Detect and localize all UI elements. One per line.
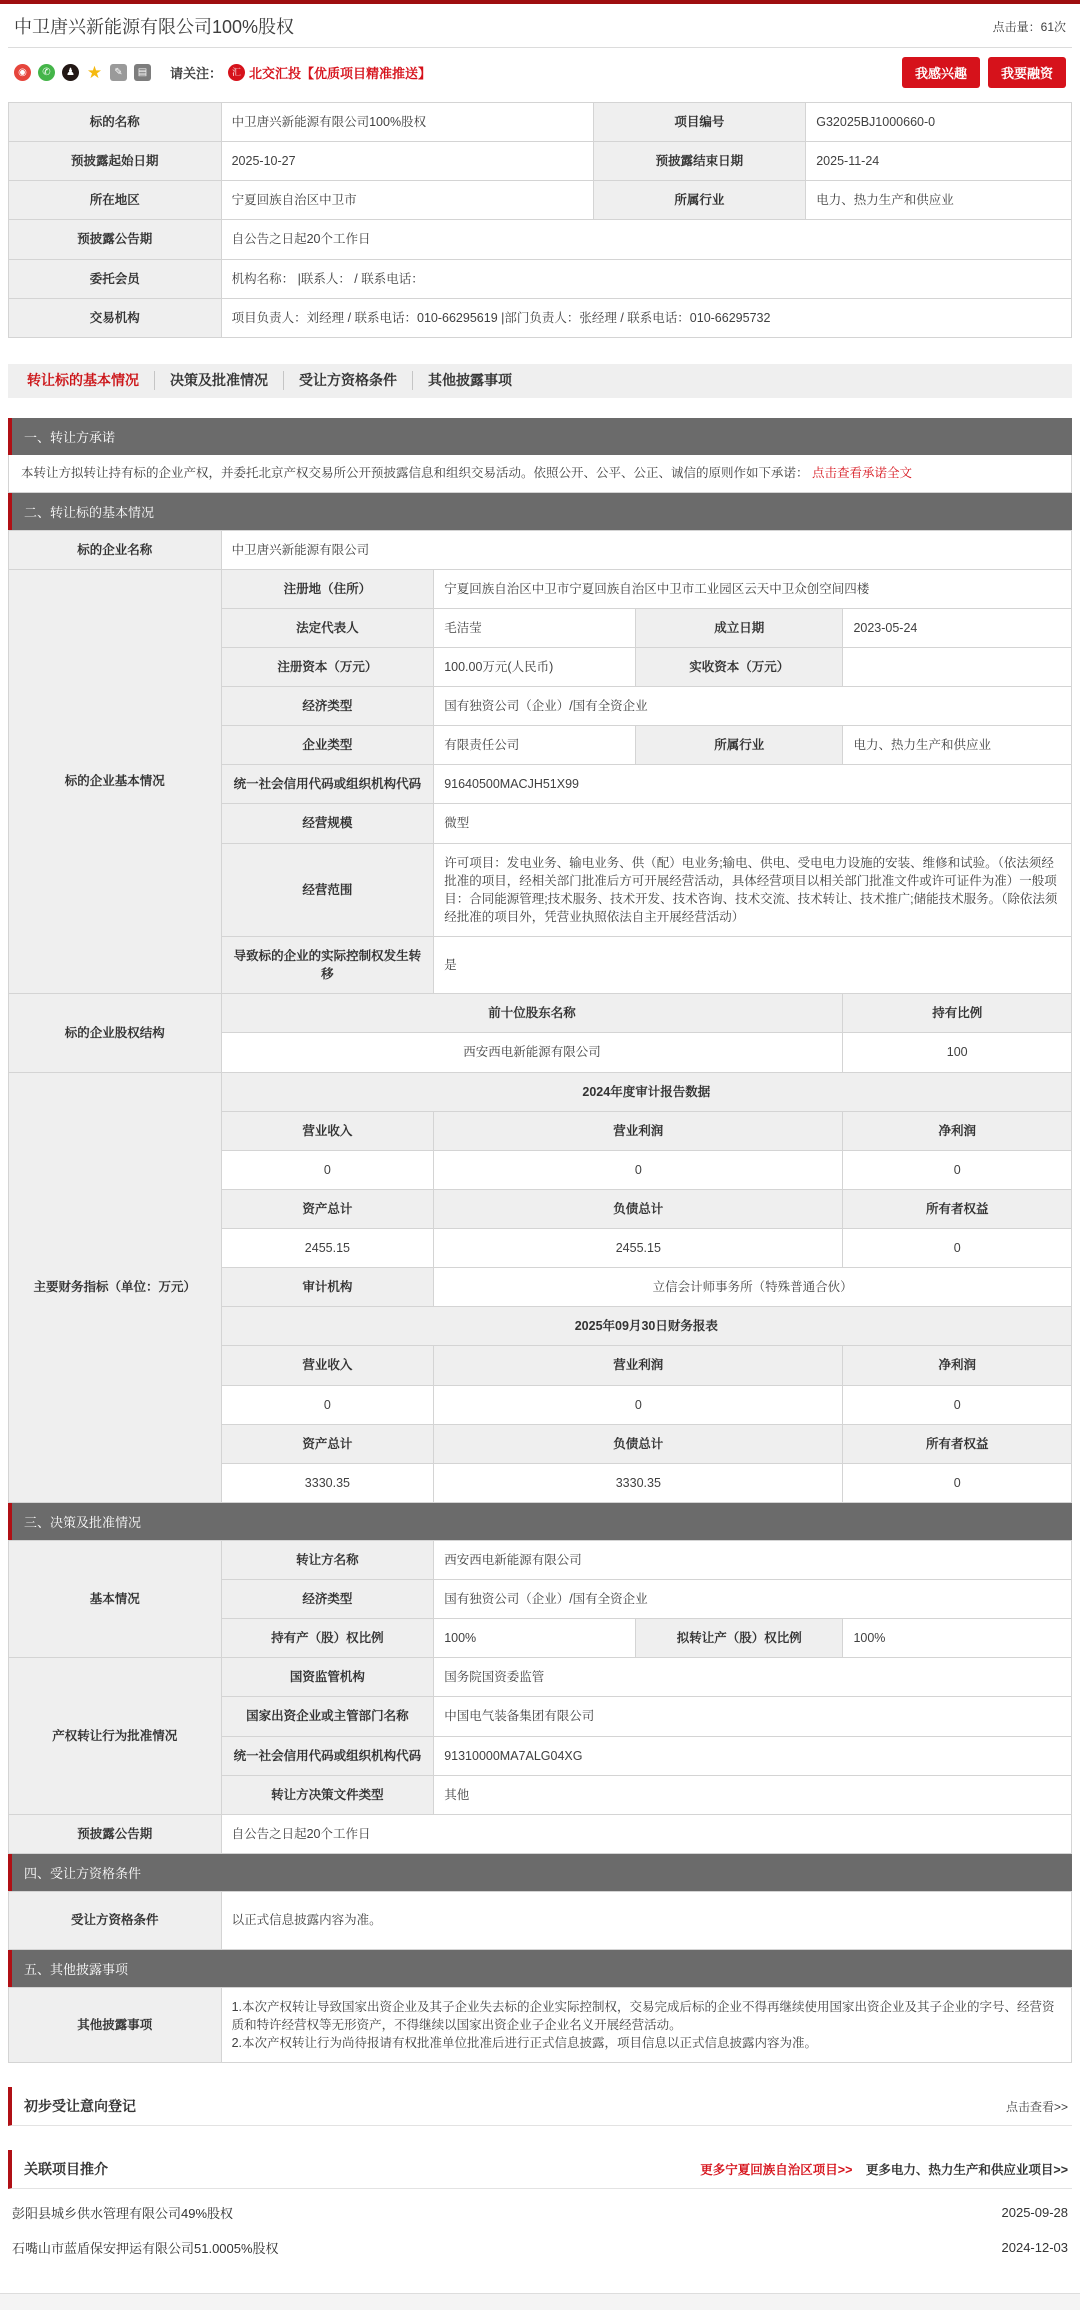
owners-equity-2025: 0 <box>843 1463 1072 1502</box>
table-row <box>9 1987 1072 2062</box>
industry-value: 电力、热力生产和供应业 <box>806 181 1072 220</box>
table-row <box>9 220 1072 259</box>
subject-name-value: 中卫唐兴新能源有限公司100%股权 <box>221 103 593 142</box>
trading-agency-value: 项目负责人：刘经理 / 联系电话：010-66295619 |部门负责人：张经理 / 联系电话：010-66295732 <box>221 298 1071 337</box>
control-transfer-value: 是 <box>434 937 1072 994</box>
report-2024-title: 2024年度审计报告数据 <box>221 1072 1071 1111</box>
approval-group-label: 产权转让行为批准情况 <box>9 1658 222 1815</box>
total-liabilities-2025: 3330.35 <box>434 1463 843 1502</box>
header-buttons <box>894 57 1066 88</box>
related-projects-title: 关联项目推介 <box>24 2161 108 2178</box>
control-transfer-label: 导致标的企业的实际控制权发生转移 <box>221 937 434 994</box>
total-liabilities-2024: 2455.15 <box>434 1229 843 1268</box>
enterprise-industry-value: 电力、热力生产和供应业 <box>843 726 1072 765</box>
favorite-star-icon[interactable] <box>86 64 103 81</box>
predisclosure-end-label: 预披露结束日期 <box>593 142 806 181</box>
intent-registration-view-link[interactable]: 点击查看>> <box>1005 2099 1068 2114</box>
business-scale-value: 微型 <box>434 804 1072 843</box>
intent-registration-block <box>8 2087 1072 2126</box>
table-row <box>9 1891 1072 1949</box>
industry-label: 所属行业 <box>593 181 806 220</box>
credit-code-value: 91640500MACJH51X99 <box>434 765 1072 804</box>
total-liabilities-header-2025: 负债总计 <box>434 1424 843 1463</box>
hit-counter <box>993 18 1066 35</box>
tab-bar <box>8 364 1072 398</box>
registered-address-label: 注册地（住所） <box>221 569 434 608</box>
hit-counter-value: 61次 <box>1040 19 1066 34</box>
transfer-ratio-value: 100% <box>843 1619 1072 1658</box>
bjhy-logo-icon <box>228 64 245 81</box>
summary-table <box>8 102 1072 338</box>
transferor-credit-code-label: 统一社会信用代码或组织机构代码 <box>221 1736 434 1775</box>
top-shareholders-header: 前十位股东名称 <box>221 994 843 1033</box>
related-project-date: 2025-09-28 <box>1001 2205 1068 2221</box>
target-enterprise-table <box>8 530 1072 1503</box>
operating-profit-2024: 0 <box>434 1150 843 1189</box>
registered-capital-label: 注册资本（万元） <box>221 647 434 686</box>
decision-notice-period-label: 预披露公告期 <box>9 1814 222 1853</box>
decision-approval-table <box>8 1540 1072 1854</box>
share-toolbar <box>8 48 1072 96</box>
list-item <box>10 2195 1070 2230</box>
audit-firm-label: 审计机构 <box>221 1268 434 1307</box>
section-title-decision: 三、决策及批准情况 <box>8 1503 1072 1540</box>
qq-icon[interactable] <box>62 64 79 81</box>
registered-capital-value: 100.00万元(人民币) <box>434 647 636 686</box>
table-row <box>9 181 1072 220</box>
operating-profit-2025: 0 <box>434 1385 843 1424</box>
revenue-header-2024: 营业收入 <box>221 1111 434 1150</box>
tab-basic-info[interactable]: 转让标的基本情况 <box>27 372 139 389</box>
related-project-date: 2024-12-03 <box>1001 2240 1068 2256</box>
other-disclosure-line2: 2.本次产权转让行为尚待报请有权批准单位批准后进行正式信息披露，项目信息以正式信息披露内容为准。 <box>231 2036 818 2051</box>
decision-basic-group-label: 基本情况 <box>9 1540 222 1657</box>
holding-ratio-label: 持有产（股）权比例 <box>221 1619 434 1658</box>
page-title: 中卫唐兴新能源有限公司100%股权 <box>14 17 295 37</box>
table-row <box>9 103 1072 142</box>
decision-notice-period-value: 自公告之日起20个工作日 <box>221 1814 1071 1853</box>
financial-indicators-group-label: 主要财务指标（单位：万元） <box>9 1072 222 1502</box>
entrusted-member-value: 机构名称： |联系人： / 联系电话： <box>221 259 1071 298</box>
qualification-value: 以正式信息披露内容为准。 <box>221 1891 1071 1949</box>
table-row <box>9 142 1072 181</box>
total-assets-2024: 2455.15 <box>221 1229 434 1268</box>
table-row <box>9 530 1072 569</box>
holding-ratio-header: 持有比例 <box>843 994 1072 1033</box>
notice-period-label: 预披露公告期 <box>9 220 222 259</box>
related-projects-list <box>8 2189 1072 2265</box>
holding-ratio-value: 100% <box>434 1619 636 1658</box>
economic-type-value: 国有独资公司（企业）/国有全资企业 <box>434 687 1072 726</box>
wechat-icon[interactable] <box>38 64 55 81</box>
commitment-text: 本转让方拟转让持有标的企业产权，并委托北京产权交易所公开预披露信息和组织交易活动。依照公开、公平、公正、诚信的原则作如下承诺： <box>21 465 809 480</box>
section-title-other: 五、其他披露事项 <box>8 1950 1072 1987</box>
business-scale-label: 经营规模 <box>221 804 434 843</box>
sasac-regulator-value: 国务院国资委监管 <box>434 1658 1072 1697</box>
net-profit-2024: 0 <box>843 1150 1072 1189</box>
equity-structure-group-label: 标的企业股权结构 <box>9 994 222 1072</box>
business-scope-value: 许可项目：发电业务、输电业务、供（配）电业务;输电、供电、受电电力设施的安装、维修和试验。（依法须经批准的项目，经相关部门批准后方可开展经营活动，具体经营项目以相关部门批准文件或许可证件为准）一般项目：合同能源管理;技术服务、技术开发、技术咨询、技术交流、技术转让、技术推广;储能技术服务。（除依法须经批准的项目外，凭营业执照依法自主开展经营活动） <box>434 843 1072 937</box>
report-2025-title: 2025年09月30日财务报表 <box>221 1307 1071 1346</box>
other-disclosure-label: 其他披露事项 <box>9 1987 222 2062</box>
related-more-links <box>690 2160 1068 2178</box>
subject-name-label: 标的名称 <box>9 103 222 142</box>
weibo-icon[interactable] <box>14 64 31 81</box>
establish-date-value: 2023-05-24 <box>843 608 1072 647</box>
page-footer <box>0 2293 1080 2310</box>
operating-profit-header-2024: 营业利润 <box>434 1111 843 1150</box>
revenue-2025: 0 <box>221 1385 434 1424</box>
paidin-capital-label: 实收资本（万元） <box>636 647 843 686</box>
business-scope-label: 经营范围 <box>221 843 434 937</box>
net-profit-header-2025: 净利润 <box>843 1346 1072 1385</box>
total-liabilities-header-2024: 负债总计 <box>434 1189 843 1228</box>
revenue-header-2025: 营业收入 <box>221 1346 434 1385</box>
total-assets-2025: 3330.35 <box>221 1463 434 1502</box>
follow-link[interactable]: 北交汇投【优质项目精准推送】 <box>249 66 432 81</box>
table-row <box>9 1072 1072 1111</box>
predisclosure-start-label: 预披露起始日期 <box>9 142 222 181</box>
owners-equity-2024: 0 <box>843 1229 1072 1268</box>
section-title-target-basic: 二、转让标的基本情况 <box>8 493 1072 530</box>
state-parent-value: 中国电气装备集团有限公司 <box>434 1697 1072 1736</box>
legal-rep-value: 毛洁莹 <box>434 608 636 647</box>
commitment-row <box>8 455 1072 493</box>
table-row <box>9 1540 1072 1579</box>
project-no-label: 项目编号 <box>593 103 806 142</box>
shareholder-ratio: 100 <box>843 1033 1072 1072</box>
tab-other-disclosure[interactable]: 其他披露事项 <box>412 371 527 390</box>
tab-decision-approval[interactable]: 决策及批准情况 <box>154 371 283 390</box>
page-container <box>0 4 1080 2265</box>
transferor-econ-type-value: 国有独资公司（企业）/国有全资企业 <box>434 1580 1072 1619</box>
other-disclosure-table <box>8 1987 1072 2063</box>
table-row <box>9 569 1072 608</box>
trading-agency-label: 交易机构 <box>9 298 222 337</box>
table-row <box>9 259 1072 298</box>
follow-label: 请关注： <box>170 66 223 81</box>
transferor-name-label: 转让方名称 <box>221 1540 434 1579</box>
paidin-capital-value <box>843 647 1072 686</box>
qualification-table <box>8 1891 1072 1950</box>
sasac-regulator-label: 国资监管机构 <box>221 1658 434 1697</box>
enterprise-type-value: 有限责任公司 <box>434 726 636 765</box>
table-row <box>9 298 1072 337</box>
section-title-commitment: 一、转让方承诺 <box>8 418 1072 455</box>
decision-doc-type-label: 转让方决策文件类型 <box>221 1775 434 1814</box>
transferor-econ-type-label: 经济类型 <box>221 1580 434 1619</box>
total-assets-header-2024: 资产总计 <box>221 1189 434 1228</box>
region-value: 宁夏回族自治区中卫市 <box>221 181 593 220</box>
decision-doc-type-value: 其他 <box>434 1775 1072 1814</box>
list-item <box>10 2230 1070 2265</box>
region-label: 所在地区 <box>9 181 222 220</box>
economic-type-label: 经济类型 <box>221 687 434 726</box>
table-row <box>9 1814 1072 1853</box>
owners-equity-header-2025: 所有者权益 <box>843 1424 1072 1463</box>
enterprise-name-value: 中卫唐兴新能源有限公司 <box>221 530 1071 569</box>
shareholder-name: 西安西电新能源有限公司 <box>221 1033 843 1072</box>
qualification-label: 受让方资格条件 <box>9 1891 222 1949</box>
more-region-projects-link[interactable]: 更多宁夏回族自治区项目>> <box>700 2163 853 2178</box>
notice-period-value: 自公告之日起20个工作日 <box>221 220 1071 259</box>
enterprise-name-label: 标的企业名称 <box>9 530 222 569</box>
owners-equity-header-2024: 所有者权益 <box>843 1189 1072 1228</box>
net-profit-2025: 0 <box>843 1385 1072 1424</box>
page-header <box>8 4 1072 48</box>
transferor-credit-code-value: 91310000MA7ALG04XG <box>434 1736 1072 1775</box>
enterprise-industry-label: 所属行业 <box>636 726 843 765</box>
establish-date-label: 成立日期 <box>636 608 843 647</box>
entrusted-member-label: 委托会员 <box>9 259 222 298</box>
section-title-qualification: 四、受让方资格条件 <box>8 1854 1072 1891</box>
legal-rep-label: 法定代表人 <box>221 608 434 647</box>
related-projects-block <box>8 2150 1072 2189</box>
state-parent-label: 国家出资企业或主管部门名称 <box>221 1697 434 1736</box>
hit-counter-label: 点击量： <box>992 19 1041 34</box>
audit-firm-value: 立信会计师事务所（特殊普通合伙） <box>434 1268 1072 1307</box>
other-disclosure-line1: 1.本次产权转让导致国家出资企业及其子企业失去标的企业实际控制权，交易完成后标的企业不得再继续使用国家出资企业及其子企业的字号、经营资质和特许经营权等无形资产，不得继续以国家出资企业子企业名义开展经营活动。 <box>231 1999 1055 2032</box>
transferor-name-value: 西安西电新能源有限公司 <box>434 1540 1072 1579</box>
related-project-link[interactable]: 彭阳县城乡供水管理有限公司49%股权 <box>12 2206 234 2222</box>
net-profit-header-2024: 净利润 <box>843 1111 1072 1150</box>
operating-profit-header-2025: 营业利润 <box>434 1346 843 1385</box>
interested-button[interactable]: 我感兴趣 <box>902 57 980 88</box>
table-row <box>9 994 1072 1033</box>
related-project-link[interactable]: 石嘴山市蓝盾保安押运有限公司51.0005%股权 <box>12 2241 279 2257</box>
view-full-commitment-link[interactable]: 点击查看承诺全文 <box>812 465 913 480</box>
more-industry-projects-link[interactable]: 更多电力、热力生产和供应业项目>> <box>865 2163 1068 2178</box>
print-icon[interactable] <box>134 64 151 81</box>
project-no-value: G32025BJ1000660-0 <box>806 103 1072 142</box>
registered-address-value: 宁夏回族自治区中卫市宁夏回族自治区中卫市工业园区云天中卫众创空间四楼 <box>434 569 1072 608</box>
transfer-ratio-label: 拟转让产（股）权比例 <box>636 1619 843 1658</box>
table-row <box>9 1658 1072 1697</box>
revenue-2024: 0 <box>221 1150 434 1189</box>
tab-transferee-qualification[interactable]: 受让方资格条件 <box>283 371 412 390</box>
other-disclosure-value <box>221 1987 1071 2062</box>
copy-icon[interactable] <box>110 64 127 81</box>
total-assets-header-2025: 资产总计 <box>221 1424 434 1463</box>
intent-registration-title: 初步受让意向登记 <box>24 2098 136 2115</box>
enterprise-type-label: 企业类型 <box>221 726 434 765</box>
predisclosure-end-value: 2025-11-24 <box>806 142 1072 181</box>
predisclosure-start-value: 2025-10-27 <box>221 142 593 181</box>
enterprise-basic-group-label: 标的企业基本情况 <box>9 569 222 994</box>
financing-button[interactable]: 我要融资 <box>988 57 1066 88</box>
credit-code-label: 统一社会信用代码或组织机构代码 <box>221 765 434 804</box>
